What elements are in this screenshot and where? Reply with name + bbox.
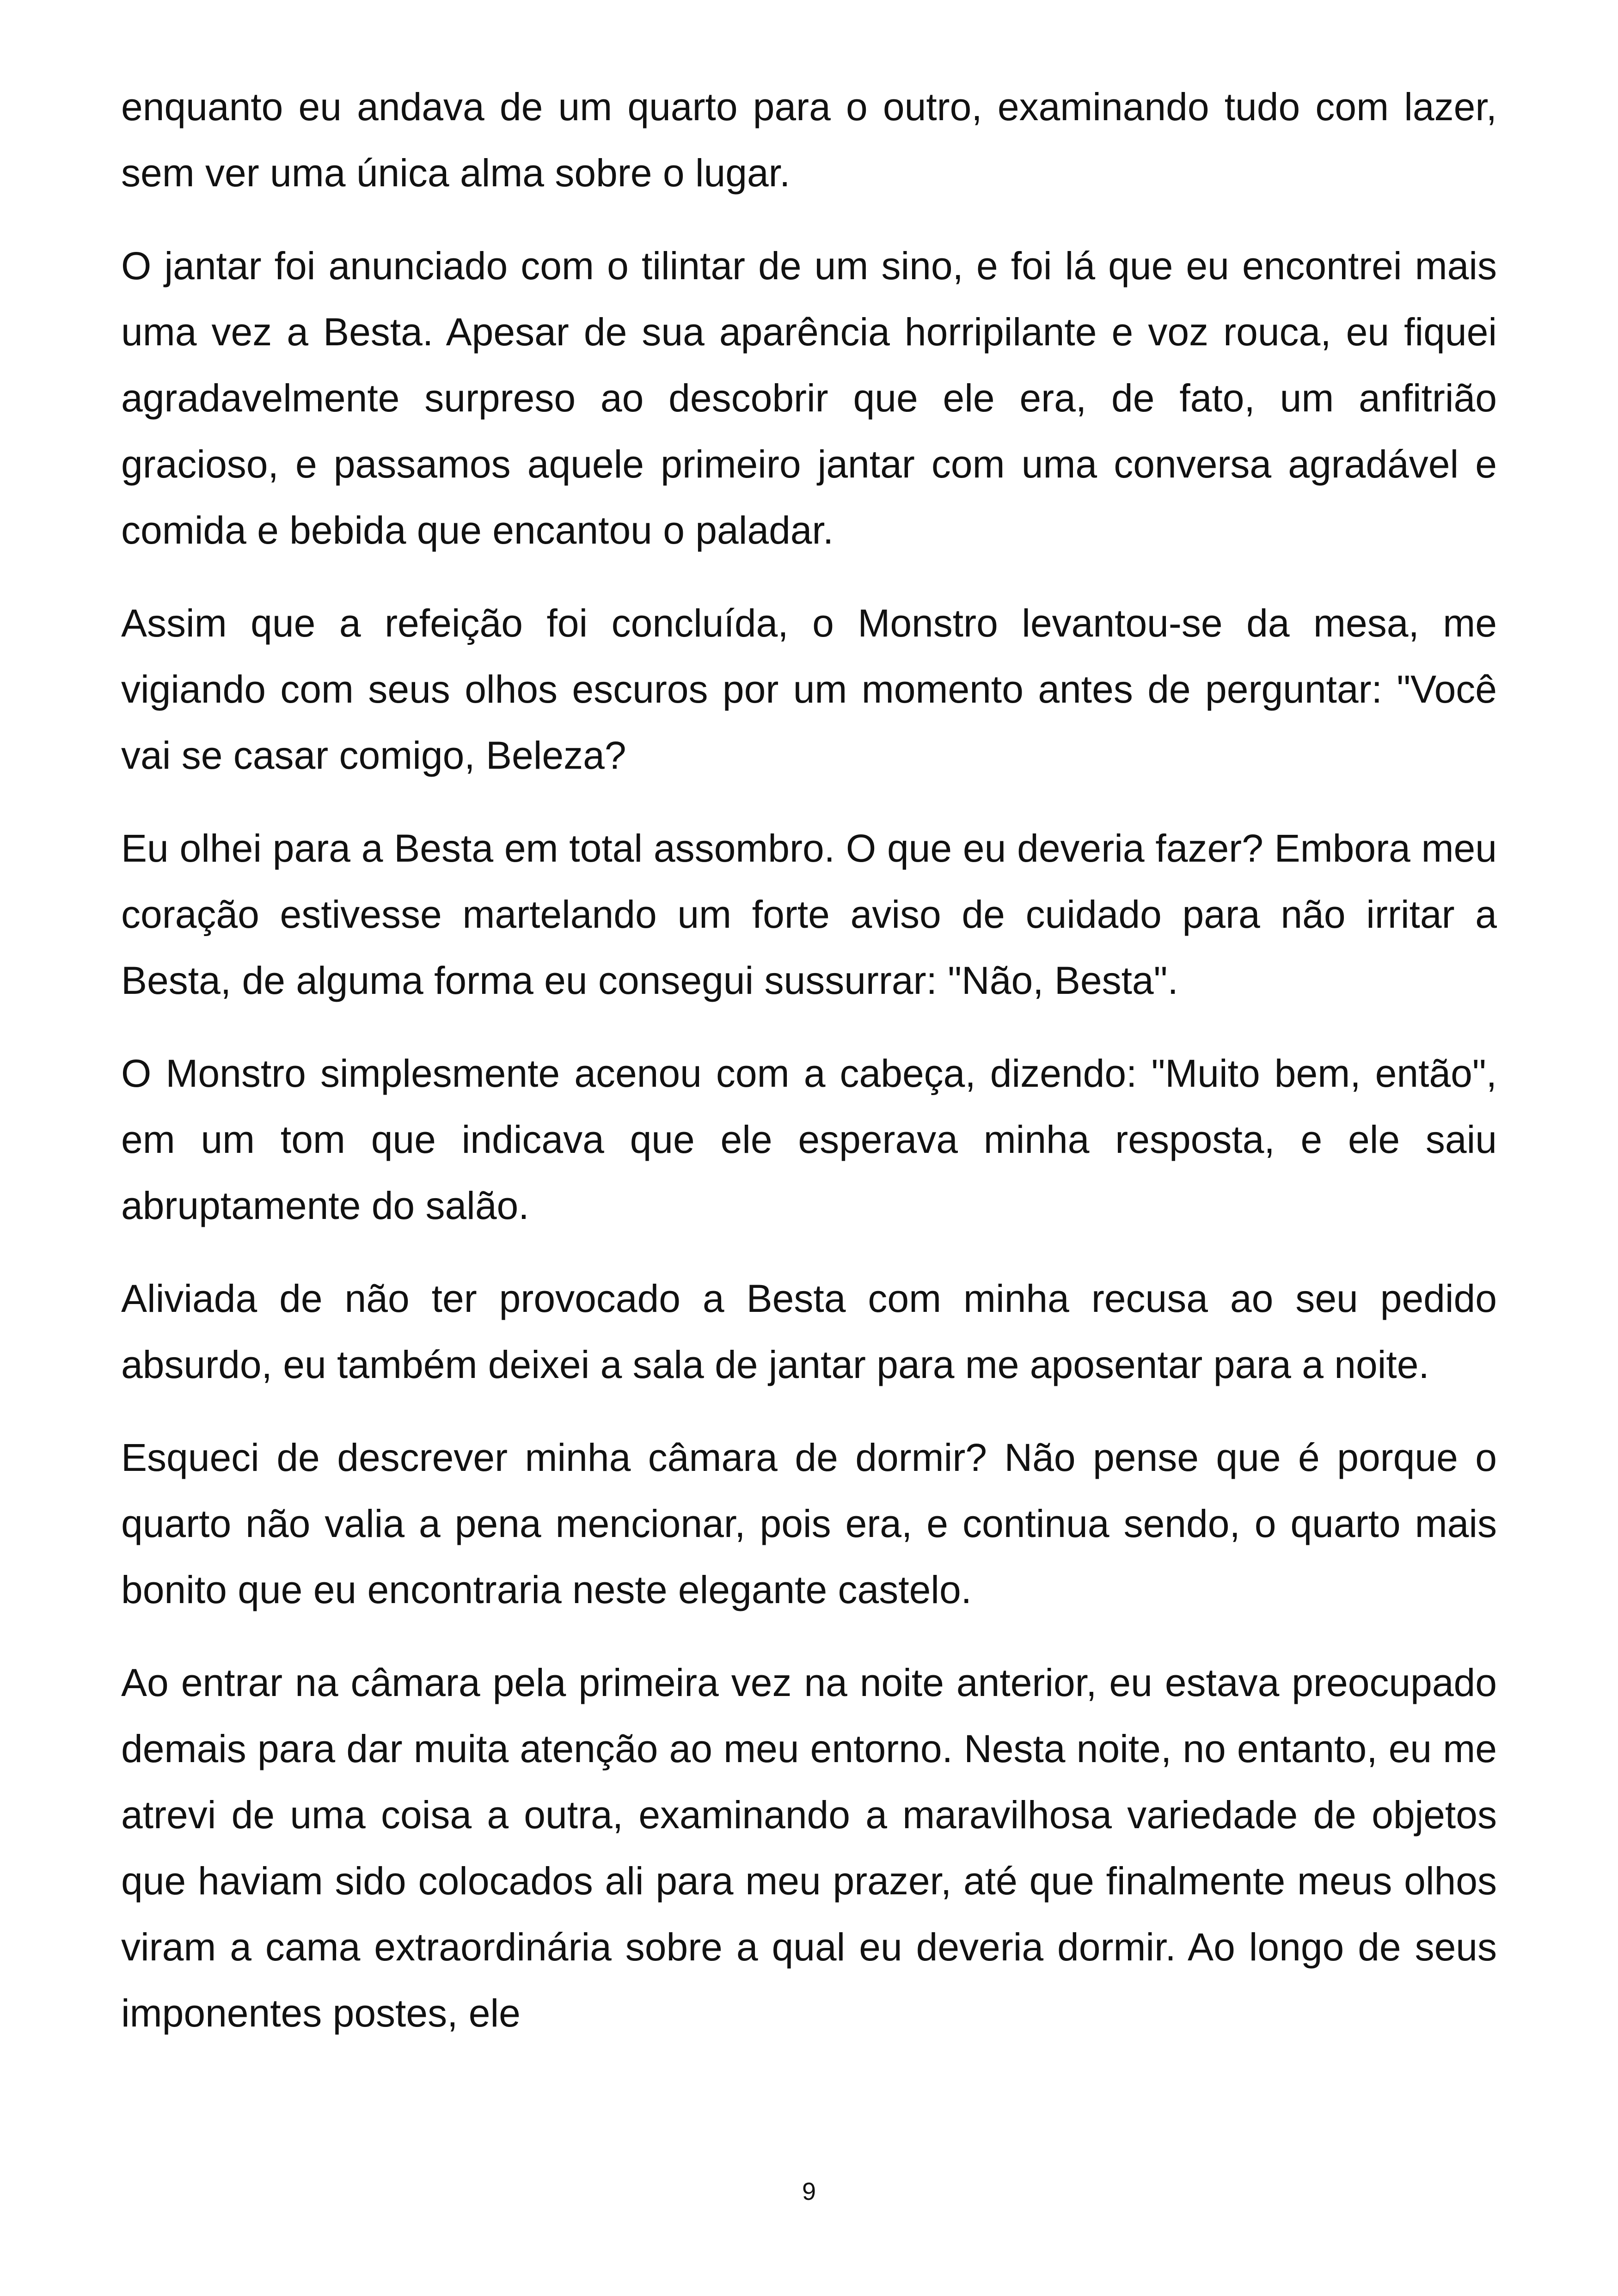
paragraph: Ao entrar na câmara pela primeira vez na noite anterior, eu estava preocupado demais para dar muita atenção ao meu entorno. Nesta noite, no entanto, eu me atrevi de uma coisa a outra, examinando a maravilhosa variedade de objetos que haviam sido colocados ali para meu prazer, até que finalmente meus olhos viram a cama extraordinária sobre a qual eu deveria dormir. Ao longo de seus imponentes postes, ele — [121, 1661, 1497, 2035]
paragraph: O jantar foi anunciado com o tilintar de um sino, e foi lá que eu encontrei mais uma vez a Besta. Apesar de sua aparência horripilante e voz rouca, eu fiquei agradavelmente surpreso ao descobrir que ele era, de fato, um anfitrião gracioso, e passamos aquele primeiro jantar com uma conversa agradável e comida e bebida que encantou o paladar. — [121, 244, 1497, 552]
page-number: 9 — [802, 2178, 816, 2205]
paragraph: enquanto eu andava de um quarto para o outro, examinando tudo com lazer, sem ver uma única alma sobre o lugar. — [121, 85, 1497, 195]
paragraph: Esqueci de descrever minha câmara de dormir? Não pense que é porque o quarto não valia a pena mencionar, pois era, e continua sendo, o quarto mais bonito que eu encontraria neste elegante castelo. — [121, 1436, 1497, 1611]
paragraph: Eu olhei para a Besta em total assombro. O que eu deveria fazer? Embora meu coração estivesse martelando um forte aviso de cuidado para não irritar a Besta, de alguma forma eu consegui sussurrar: "Não, Besta". — [121, 827, 1497, 1002]
body-text — [121, 74, 1497, 2073]
paragraph: Aliviada de não ter provocado a Besta com minha recusa ao seu pedido absurdo, eu também deixei a sala de jantar para me aposentar para a noite. — [121, 1277, 1497, 1386]
paragraph: Assim que a refeição foi concluída, o Monstro levantou-se da mesa, me vigiando com seus olhos escuros por um momento antes de perguntar: "Você vai se casar comigo, Beleza? — [121, 601, 1497, 777]
paragraph: O Monstro simplesmente acenou com a cabeça, dizendo: "Muito bem, então", em um tom que indicava que ele esperava minha resposta, e ele saiu abruptamente do salão. — [121, 1052, 1497, 1227]
